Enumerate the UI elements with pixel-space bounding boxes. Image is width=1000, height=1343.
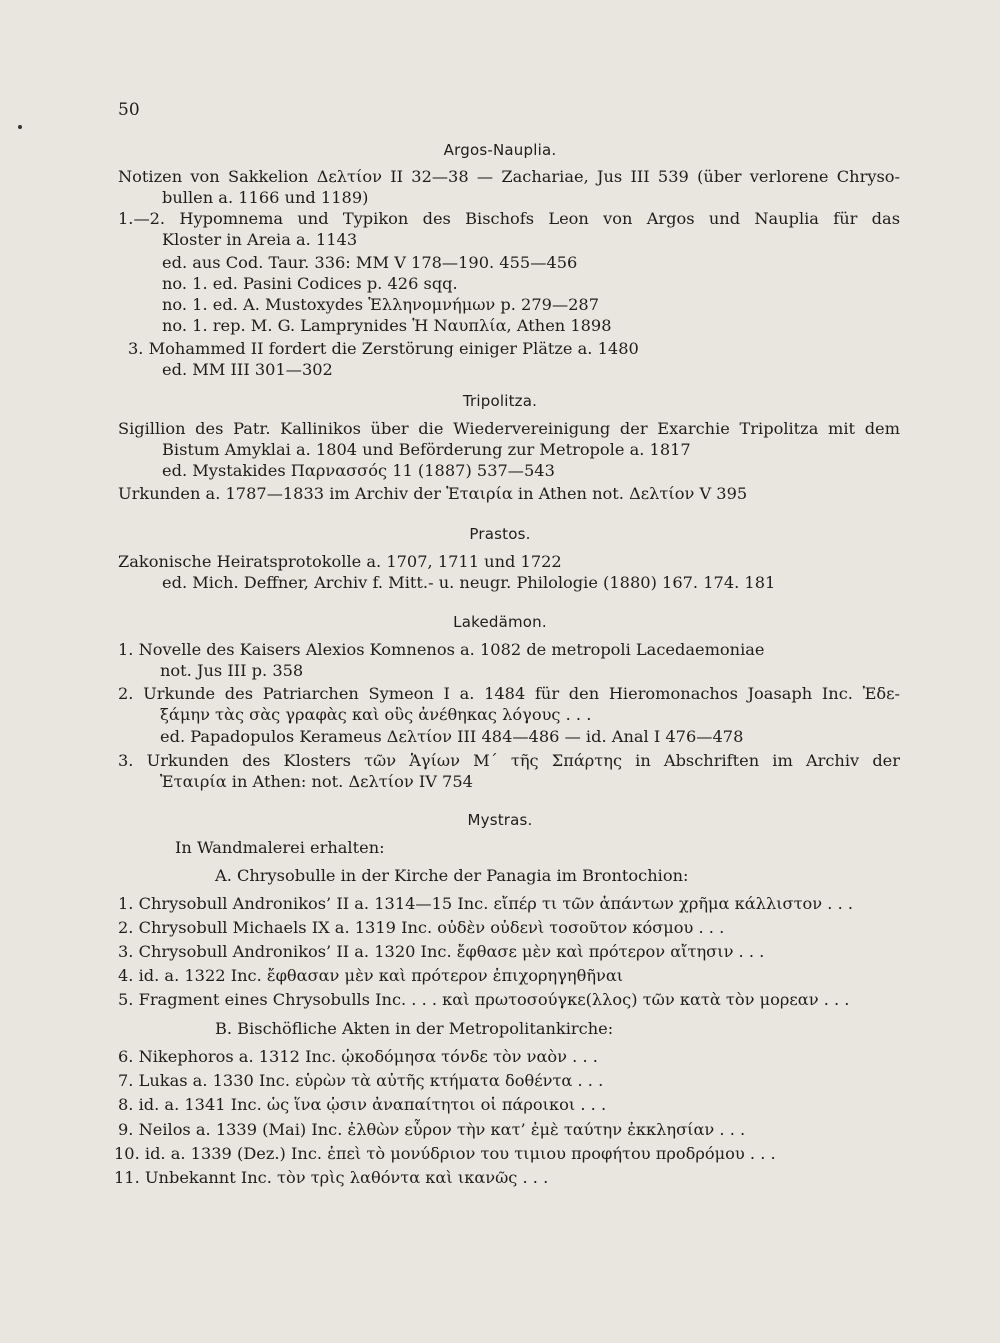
page-number: 50	[118, 100, 140, 120]
text-line: Notizen von Sakkelion Δελτίον II 32—38 — Zachariae, Jus III 539 (über verlorene Chryso-	[118, 167, 900, 186]
text-line: ξάμην τὰς σὰς γραφὰς καὶ οὓς ἀνέθηκας λόγους . . .	[160, 705, 592, 724]
text-line: 3. Urkunden des Klosters τῶν Ἁγίων Μ΄ τῆς Σπάρτης in Abschriften im Archiv der	[118, 751, 900, 770]
text-line: Zakonische Heiratsprotokolle a. 1707, 1711 und 1722	[118, 552, 562, 571]
text-line: no. 1. ed. A. Mustoxydes Ἑλληνομνήμων p. 279—287	[162, 295, 600, 314]
text-line: ed. aus Cod. Taur. 336: MM V 178—190. 455—456	[162, 253, 578, 272]
text-line: not. Jus III p. 358	[160, 661, 304, 680]
text-line: 5. Fragment eines Chrysobulls Inc. . . . καὶ πρωτοσούγκε(λλος) τῶν κατὰ τὸν μορεαν . . .	[118, 990, 850, 1009]
text-line: B. Bischöfliche Akten in der Metropolitankirche:	[215, 1019, 614, 1038]
text-line: 9. Neilos a. 1339 (Mai) Inc. ἐλθὼν εὗρον τὴν κατ’ ἐμὲ ταύτην ἐκκλησίαν . . .	[118, 1120, 746, 1139]
text-line: 3. Chrysobull Andronikos’ II a. 1320 Inc. ἔφθασε μὲν καὶ πρότερον αἴτησιν . . .	[118, 942, 765, 961]
text-line: ed. MM III 301—302	[162, 360, 333, 379]
text-line: ed. Mich. Deffner, Archiv f. Mitt.- u. neugr. Philologie (1880) 167. 174. 181	[162, 573, 776, 592]
text-line: 1.—2. Hypomnema und Typikon des Bischofs Leon von Argos und Nauplia für das	[118, 209, 900, 228]
section-heading: Mystras.	[467, 811, 533, 829]
section-heading: Prastos.	[469, 525, 531, 543]
text-line: 2. Chrysobull Michaels IX a. 1319 Inc. οὐδὲν οὐδενὶ τοσοῦτον κόσμου . . .	[118, 918, 725, 937]
text-line: 6. Nikephoros a. 1312 Inc. ᾠκοδόμησα τόνδε τὸν ναὸν . . .	[118, 1047, 598, 1066]
text-line: 4. id. a. 1322 Inc. ἔφθασαν μὲν καὶ πρότερον ἐπιχορηγηθῆναι	[118, 966, 624, 985]
text-line: 8. id. a. 1341 Inc. ὡς ἵνα ᾠσιν ἀναπαίτητοι οἱ πάροικοι . . .	[118, 1095, 607, 1114]
text-line: Kloster in Areia a. 1143	[162, 230, 358, 249]
text-line: A. Chrysobulle in der Kirche der Panagia im Brontochion:	[215, 866, 689, 885]
text-line: Urkunden a. 1787—1833 im Archiv der Ἑταιρία in Athen not. Δελτίον V 395	[118, 484, 748, 503]
text-line: bullen a. 1166 und 1189)	[162, 188, 369, 207]
text-line: 10. id. a. 1339 (Dez.) Inc. ἐπεὶ τὸ μονύδριον του τιμιου προφήτου προδρόμου . . .	[114, 1144, 776, 1163]
text-line: ed. Mystakides Παρνασσός 11 (1887) 537—543	[162, 461, 555, 480]
text-line: Ἑταιρία in Athen: not. Δελτίον IV 754	[160, 772, 473, 791]
text-line: 7. Lukas a. 1330 Inc. εὑρὼν τὰ αὐτῆς κτήματα δοθέντα . . .	[118, 1071, 604, 1090]
text-line: Sigillion des Patr. Kallinikos über die Wiedervereinigung der Exarchie Tripolitza mit dem	[118, 419, 900, 438]
text-line: no. 1. rep. M. G. Lamprynides Ἡ Ναυπλία, Athen 1898	[162, 316, 612, 335]
section-heading: Tripolitza.	[462, 392, 538, 410]
margin-dot	[18, 125, 22, 129]
text-line: In Wandmalerei erhalten:	[175, 838, 385, 857]
section-heading: Argos-Nauplia.	[443, 141, 557, 159]
text-line: no. 1. ed. Pasini Codices p. 426 sqq.	[162, 274, 458, 293]
text-line: ed. Papadopulos Kerameus Δελτίον III 484—486 — id. Anal I 476—478	[160, 727, 744, 746]
text-line: Bistum Amyklai a. 1804 und Beförderung zur Metropole a. 1817	[162, 440, 691, 459]
text-line: 11. Unbekannt Inc. τὸν τρὶς λαθόντα καὶ ικανῶς . . .	[114, 1168, 549, 1187]
section-heading: Lakedämon.	[453, 613, 547, 631]
text-line: 2. Urkunde des Patriarchen Symeon I a. 1484 für den Hieromonachos Joasaph Inc. Ἐδε-	[118, 684, 900, 703]
text-line: 1. Novelle des Kaisers Alexios Komnenos a. 1082 de metropoli Lacedaemoniae	[118, 640, 765, 659]
text-line: 3. Mohammed II fordert die Zerstörung einiger Plätze a. 1480	[128, 339, 639, 358]
text-line: 1. Chrysobull Andronikos’ II a. 1314—15 Inc. εἴπέρ τι τῶν ἁπάντων χρῆμα κάλλιστον . . .	[118, 894, 854, 913]
